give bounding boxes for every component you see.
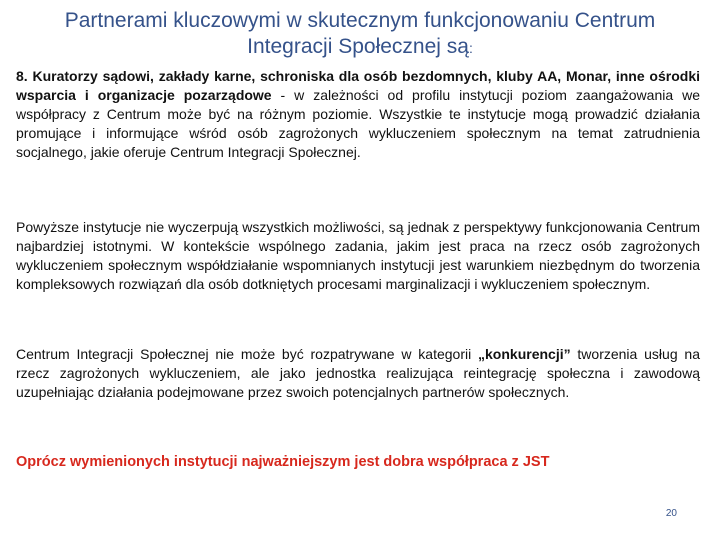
highlight-text: Oprócz wymienionych instytucji najważniejszym jest dobra współpraca z JST [16,454,550,470]
paragraph-partners-list [16,67,700,162]
paragraph-competition-before: Centrum Integracji Społecznej nie może być rozpatrywane w kategorii [16,346,479,362]
slide-title [20,8,700,61]
paragraph-institutions: Powyższe instytucje nie wyczerpują wszystkich możliwości, są jednak z perspektywy funkcjonowania Centrum najbardziej istotnymi. W kontekście wspólnego zadania, jakim jest praca na rzecz osób zagrożonych wykluczeniem społecznym współdziałanie wspomnianych instytucji jest warunkiem niezbędnym do tworzenia kompleksowych rozwiązań dla osób dotkniętych procesami marginalizacji i wykluczeniem społecznym. [16,219,700,292]
paragraph-competition-keyword: „konkurencji” [478,346,571,362]
paragraph-competition [16,345,700,402]
paragraph-partners-rest: - w zależności od profilu instytucji poziom zaangażowania we współpracy z Centrum może być na różnym poziomie. Wszystkie te instytucje mogą prowadzić działania promujące i informujące wśród osób zagrożonych wykluczeniem społecznym na temat zatrudnienia socjalnego, jakie oferuje Centrum Integracji Społecznej. [16,87,700,160]
paragraph-competition-after: tworzenia usług na rzecz zagrożonych wykluczeniem, ale jako jednostka realizująca reintegrację społeczna i zawodową uzupełniając działania podejmowane przez swoich potencjalnych partnerów społecznych. [16,346,700,400]
paragraph-partners-lead: 8. Kuratorzy sądowi, zakłady karne, schroniska dla osób bezdomnych, kluby AA, Monar, inne ośrodki wsparcia i organizacje pozarządowe [16,68,700,103]
slide-title-main: Partnerami kluczowymi w skutecznym funkcjonowaniu Centrum Integracji Społecznej są [64,9,656,58]
page-number: 20 [665,508,677,519]
slide-title-colon: : [468,40,473,56]
